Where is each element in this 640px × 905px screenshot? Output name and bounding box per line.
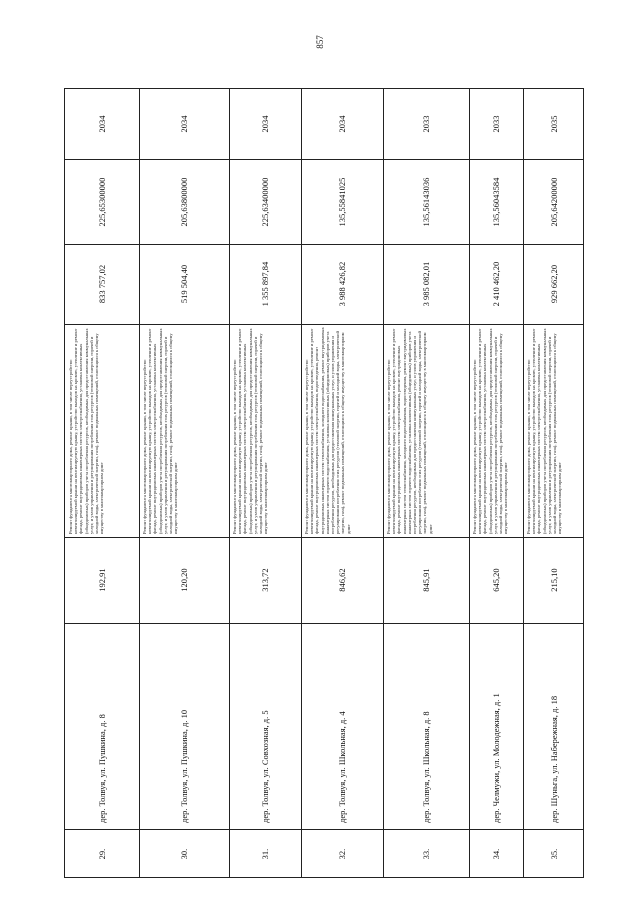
unit-cost-text: 135,55841025: [337, 177, 347, 226]
unit-cost-text: 135,56043584: [491, 177, 501, 226]
cell-works: [139, 324, 229, 537]
area-text: 192,91: [97, 568, 107, 592]
cell-address: [65, 623, 139, 829]
cell-year: [229, 89, 301, 159]
unit-cost-text: 205,63800000: [179, 177, 189, 226]
unit-cost-text: 135,56143036: [421, 177, 431, 226]
cell-unit-cost: [383, 159, 469, 244]
cell-year: [301, 89, 383, 159]
cell-area: [523, 537, 585, 623]
cell-num: [229, 829, 301, 879]
cell-unit-cost: [469, 159, 523, 244]
cell-works: [469, 324, 523, 537]
year-text: 2033: [491, 115, 501, 133]
address-text: дер. Толвуя, ул. Школьная, д. 8: [421, 711, 431, 823]
year-text: 2034: [337, 115, 347, 133]
cell-cost: [469, 244, 523, 324]
cell-area: [301, 537, 383, 623]
area-text: 120,20: [179, 568, 189, 592]
page-number: [310, 22, 330, 62]
area-text: 645,20: [491, 568, 501, 592]
works-description: Ремонт фундамента многоквартирного дома, ремонт крыши, в том числе переустройство невентилируемой крыши на вентилируемую крышу, устройство выходов на кровлю, утепление и ремонт фасада, ремонт внутридомовых инженерных систем электроснабжения, установка коллективных (общедомовых) приборов учета потребления ресурсов, необходимых для предоставления коммунальных услуг, и узлов управления и регулирования потребления этих ресурсов (тепловой энергии, горячей и холодной воды, электрической энергии, газа), ремонт подвальных помещений, относящихся к общему имуществу в многоквартирном доме: [526, 328, 563, 534]
cell-unit-cost: [139, 159, 229, 244]
address-text: дер. Толвуя, ул. Пушкина, д. 8: [97, 714, 107, 823]
address-text: дер. Челмужи, ул. Молодежная, д. 1: [491, 693, 501, 823]
cell-address: [301, 623, 383, 829]
num-text: 33.: [421, 848, 431, 860]
num-text: 29.: [97, 848, 107, 860]
cell-works: [383, 324, 469, 537]
cell-unit-cost: [523, 159, 585, 244]
cell-address: [229, 623, 301, 829]
works-description: Ремонт фундамента многоквартирного дома, ремонт крыши, в том числе переустройство невентилируемой крыши на вентилируемую крышу, устройство выходов на кровлю, утепление и ремонт фасада, ремонт внутридомовых инженерных систем электроснабжения, ремонт внутридомовых инженерных систем теплоснабжения, холодного водоснабжения, водоотведения, ремонт внутридомовых инженерных систем горячего водоснабжения, установка коллективных (общедомовых) приборов учета потребления ресурсов, необходимых для предоставления коммунальных услуг, и узлов управления и регулирования потребления этих ресурсов (тепловой энергии, горячей и холодной воды, электрической энергии, газа), ремонт подвальных помещений, относящихся к общему имуществу в многоквартирном доме: [386, 328, 433, 534]
num-text: 32.: [337, 848, 347, 860]
page-number-text: 857: [315, 35, 325, 49]
cell-cost: [229, 244, 301, 324]
year-text: 2033: [421, 115, 431, 133]
works-description: Ремонт фундамента многоквартирного дома, ремонт крыши, в том числе переустройство невентилируемой крыши на вентилируемую крышу, устройство выходов на кровлю, утепление и ремонт фасада, ремонт внутридомовых инженерных систем электроснабжения, установка коллективных (общедомовых) приборов учета потребления ресурсов, необходимых для предоставления коммунальных услуг, и узлов управления и регулирования потребления этих ресурсов (тепловой энергии, горячей и холодной воды, электрической энергии, газа), ремонт подвальных помещений, относящихся к общему имуществу в многоквартирном доме: [232, 328, 269, 534]
cell-unit-cost: [65, 159, 139, 244]
works-description: Ремонт фундамента многоквартирного дома, ремонт крыши, в том числе переустройство невентилируемой крыши на вентилируемую крышу, устройство выходов на кровлю, утепление и ремонт фасада, ремонт внутридомовых инженерных систем электроснабжения, установка коллективных (общедомовых) приборов учета потребления ресурсов, необходимых для предоставления коммунальных услуг, и узлов управления и регулирования потребления этих ресурсов (тепловой энергии, горячей и холодной воды, электрической энергии, газа), ремонт подвальных помещений, относящихся к общему имуществу в многоквартирном доме: [472, 328, 509, 534]
cell-address: [523, 623, 585, 829]
unit-cost-text: 225,65300000: [97, 177, 107, 226]
cost-text: 929 662,20: [549, 264, 559, 304]
cell-unit-cost: [301, 159, 383, 244]
cell-num: [523, 829, 585, 879]
cost-text: 3 988 426,82: [337, 261, 347, 307]
cost-text: 1 355 897,84: [260, 261, 270, 307]
cell-num: [383, 829, 469, 879]
address-text: дер. Толвуя, ул. Совхозная, д. 5: [260, 710, 270, 823]
cell-cost: [139, 244, 229, 324]
cost-text: 519 504,40: [179, 264, 189, 304]
cell-area: [469, 537, 523, 623]
cell-works: [523, 324, 585, 537]
works-table: [64, 88, 584, 878]
cost-text: 3 985 082,01: [421, 261, 431, 307]
area-text: 215,10: [549, 568, 559, 592]
cell-area: [65, 537, 139, 623]
area-text: 845,91: [421, 568, 431, 592]
year-text: 2034: [179, 115, 189, 133]
cell-cost: [65, 244, 139, 324]
cell-num: [301, 829, 383, 879]
cell-address: [469, 623, 523, 829]
works-description: Ремонт фундамента многоквартирного дома, ремонт крыши, в том числе переустройство невентилируемой крыши на вентилируемую крышу, устройство выходов на кровлю, утепление и ремонт фасада, ремонт внутридомовых инженерных систем электроснабжения, установка коллективных (общедомовых) приборов учета потребления ресурсов, необходимых для предоставления коммунальных услуг, и узлов управления и регулирования потребления этих ресурсов (тепловой энергии, горячей и холодной воды, электрической энергии, газа), ремонт подвальных помещений, относящихся к общему имуществу в многоквартирном доме: [142, 328, 179, 534]
cell-year: [383, 89, 469, 159]
cell-unit-cost: [229, 159, 301, 244]
cell-year: [469, 89, 523, 159]
works-description: Ремонт фундамента многоквартирного дома, ремонт крыши, в том числе переустройство невентилируемой крыши на вентилируемую крышу, устройство выходов на кровлю, утепление и ремонт фасада, ремонт внутридомовых инженерных систем электроснабжения, установка коллективных (общедомовых) приборов учета потребления ресурсов, необходимых для предоставления коммунальных услуг, и узлов управления и регулирования потребления этих ресурсов (тепловой энергии, горячей и холодной воды, электрической энергии, газа), ремонт подвальных помещений, относящихся к общему имуществу в многоквартирном доме: [68, 328, 105, 534]
cell-cost: [301, 244, 383, 324]
cell-year: [65, 89, 139, 159]
year-text: 2034: [97, 115, 107, 133]
num-text: 30.: [179, 848, 189, 860]
cell-address: [139, 623, 229, 829]
address-text: дер. Толвуя, ул. Школьная, д. 4: [337, 711, 347, 823]
num-text: 35.: [549, 848, 559, 860]
num-text: 31.: [260, 848, 270, 860]
cell-works: [301, 324, 383, 537]
num-text: 34.: [491, 848, 501, 860]
cell-num: [469, 829, 523, 879]
cell-area: [229, 537, 301, 623]
cell-cost: [383, 244, 469, 324]
unit-cost-text: 225,63400000: [260, 177, 270, 226]
address-text: дер. Толвуя, ул. Пушкина, д. 10: [179, 709, 189, 823]
cell-area: [139, 537, 229, 623]
area-text: 313,72: [260, 568, 270, 592]
area-text: 846,62: [337, 568, 347, 592]
cell-year: [139, 89, 229, 159]
cell-works: [65, 324, 139, 537]
unit-cost-text: 205,64200000: [549, 177, 559, 226]
cell-num: [65, 829, 139, 879]
cell-area: [383, 537, 469, 623]
year-text: 2034: [260, 115, 270, 133]
cell-cost: [523, 244, 585, 324]
works-description: Ремонт фундамента многоквартирного дома, ремонт крыши, в том числе переустройство невентилируемой крыши на вентилируемую крышу, устройство выходов на кровлю, утепление и ремонт фасада, ремонт внутридомовых инженерных систем электроснабжения, водоотведения, ремонт внутридомовых инженерных систем теплоснабжения, холодного водоснабжения, ремонт внутридомовых инженерных систем горячего водоснабжения, установка коллективных (общедомовых) приборов учета потребления ресурсов, необходимых для предоставления коммунальных услуг, и узлов управления и регулирования потребления этих ресурсов (тепловой энергии, горячей и холодной воды, электрической энергии, газа), ремонт подвальных помещений, относящихся к общему имуществу в многоквартирном доме: [304, 327, 351, 534]
cell-num: [139, 829, 229, 879]
cost-text: 2 410 462,20: [491, 261, 501, 307]
cell-year: [523, 89, 585, 159]
cost-text: 833 757,02: [97, 264, 107, 304]
address-text: дер. Шуньга, ул. Набережная, д. 18: [549, 695, 559, 823]
year-text: 2035: [549, 115, 559, 133]
cell-works: [229, 324, 301, 537]
cell-address: [383, 623, 469, 829]
